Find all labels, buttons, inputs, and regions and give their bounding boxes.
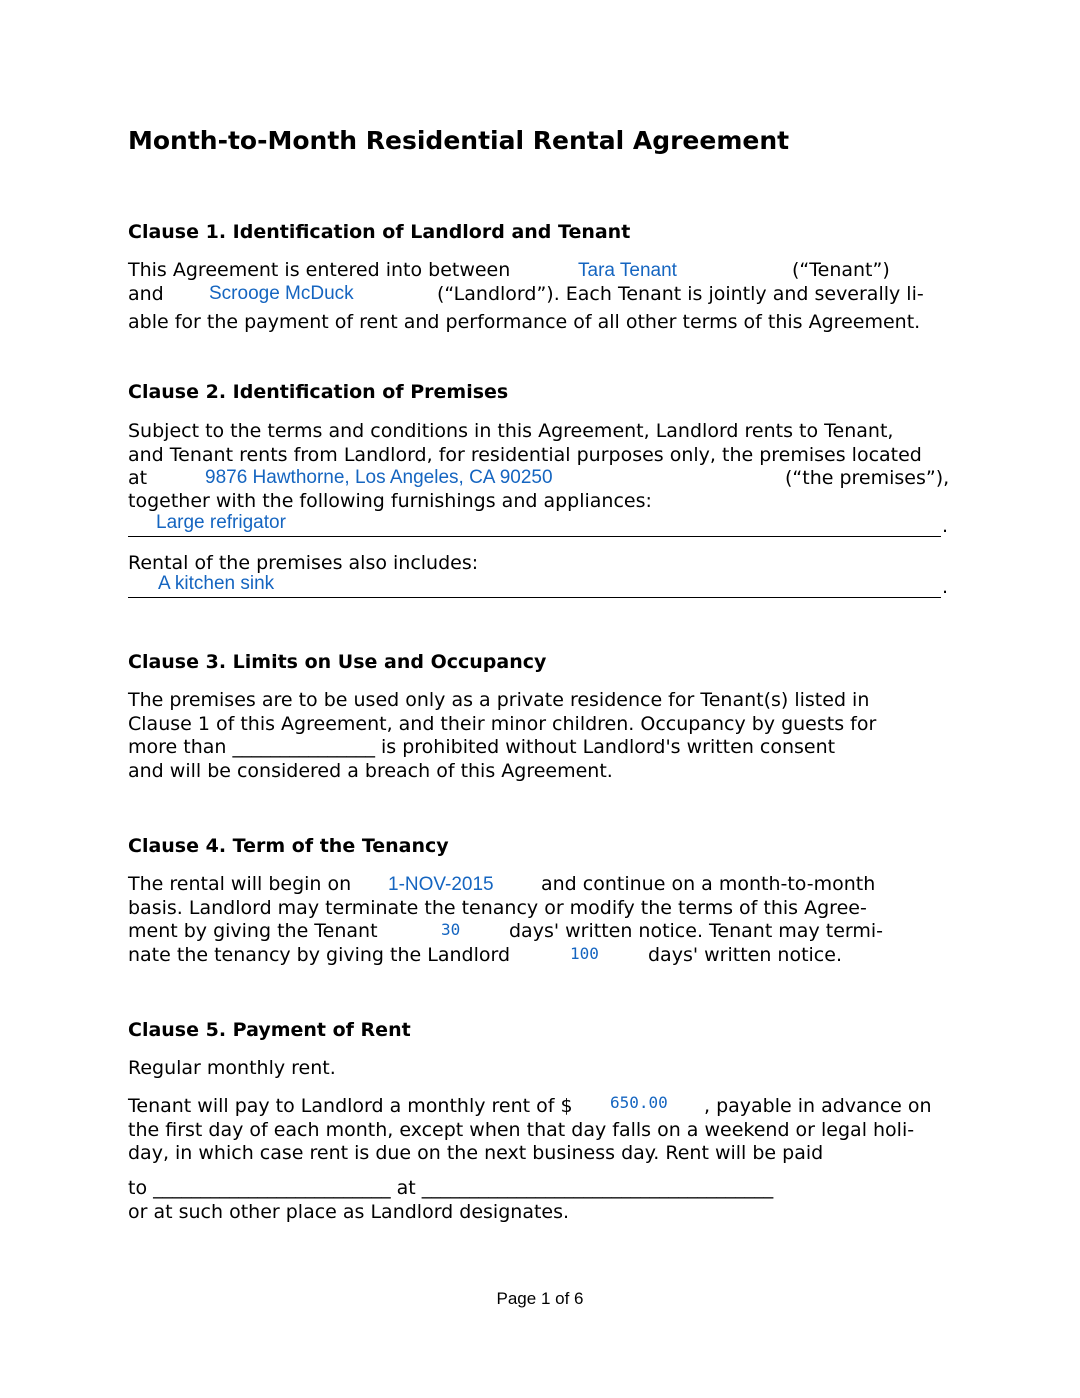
clause-2-heading: Clause 2. Identification of Premises (128, 381, 509, 403)
landlord-name-field[interactable]: Scrooge McDuck (209, 283, 354, 304)
clause-2-text: and Tenant rents from Landlord, for residential purposes only, the premises located (128, 444, 922, 466)
clause-1-text: (“Tenant”) (792, 259, 890, 281)
clause-2-text: at (128, 467, 148, 489)
start-date-field[interactable]: 1-NOV-2015 (388, 874, 494, 895)
clause-2-text: Rental of the premises also includes: (128, 552, 479, 574)
tenant-notice-days-field[interactable]: 100 (570, 944, 599, 963)
furnishings-underline (128, 536, 941, 537)
landlord-notice-days-field[interactable]: 30 (441, 920, 461, 939)
monthly-rent-field[interactable]: 650.00 (610, 1093, 668, 1112)
clause-1-text: This Agreement is entered into between (128, 259, 511, 281)
clause-4-text: and continue on a month-to-month (541, 873, 876, 895)
clause-5-text: , payable in advance on (704, 1095, 932, 1117)
clause-4-text: nate the tenancy by giving the Landlord (128, 944, 511, 966)
clause-1-text: (“Landlord”). Each Tenant is jointly and severally li- (437, 283, 924, 305)
clause-5-text: day, in which case rent is due on the next business day. Rent will be paid (128, 1142, 824, 1164)
clause-3-heading: Clause 3. Limits on Use and Occupancy (128, 651, 547, 673)
clause-4-text: basis. Landlord may terminate the tenancy or modify the terms of this Agree- (128, 897, 867, 919)
clause-2-text: together with the following furnishings and appliances: (128, 490, 652, 512)
clause-5-text: the first day of each month, except when that day falls on a weekend or legal holi- (128, 1119, 915, 1141)
furnishings-field[interactable]: Large refrigator (156, 512, 286, 533)
includes-underline (128, 597, 941, 598)
clause-2-text: Subject to the terms and conditions in this Agreement, Landlord rents to Tenant, (128, 420, 894, 442)
premises-address-field[interactable]: 9876 Hawthorne, Los Angeles, CA 90250 (205, 467, 553, 488)
tenant-name-field[interactable]: Tara Tenant (578, 260, 677, 281)
clause-1-heading: Clause 1. Identification of Landlord and Tenant (128, 221, 631, 243)
clause-5-subheading: Regular monthly rent. (128, 1057, 336, 1079)
document-title: Month-to-Month Residential Rental Agreement (128, 126, 790, 155)
clause-1-text: able for the payment of rent and performance of all other terms of this Agreement. (128, 311, 921, 333)
clause-5-text: Tenant will pay to Landlord a monthly rent of $ (128, 1095, 573, 1117)
clause-4-text: days' written notice. Tenant may termi- (509, 920, 883, 942)
clause-2-text: (“the premises”), (785, 467, 950, 489)
clause-2-text: . (942, 576, 949, 598)
clause-3-text: more than _______________ is prohibited without Landlord's written consent (128, 736, 836, 758)
clause-1-text: and (128, 283, 164, 305)
clause-5-heading: Clause 5. Payment of Rent (128, 1019, 411, 1041)
clause-3-text: Clause 1 of this Agreement, and their minor children. Occupancy by guests for (128, 713, 877, 735)
clause-4-text: ment by giving the Tenant (128, 920, 378, 942)
clause-5-text: or at such other place as Landlord designates. (128, 1201, 570, 1223)
clause-3-text: The premises are to be used only as a private residence for Tenant(s) listed in (128, 689, 870, 711)
clause-4-heading: Clause 4. Term of the Tenancy (128, 835, 449, 857)
clause-2-text: . (942, 515, 949, 537)
includes-field[interactable]: A kitchen sink (158, 573, 275, 594)
clause-4-text: days' written notice. (648, 944, 842, 966)
clause-4-text: The rental will begin on (128, 873, 352, 895)
clause-5-text: to _________________________ at _____________________________________ (128, 1177, 774, 1199)
page-number: Page 1 of 6 (496, 1289, 584, 1308)
clause-3-text: and will be considered a breach of this Agreement. (128, 760, 613, 782)
